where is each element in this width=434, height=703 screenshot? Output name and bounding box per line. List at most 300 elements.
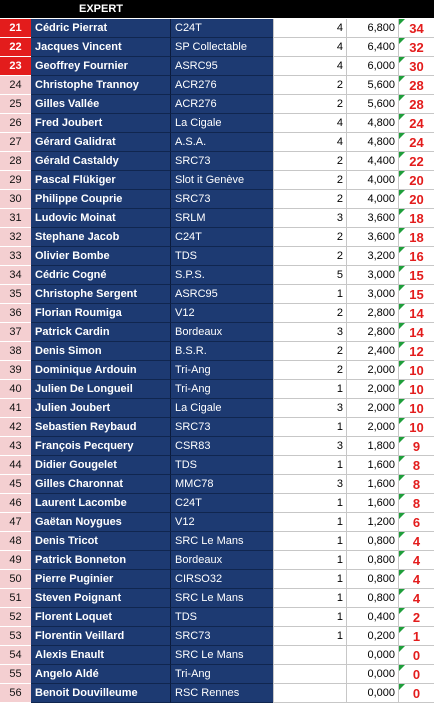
score-cell[interactable]: 2,400: [346, 342, 398, 361]
points-cell[interactable]: [398, 266, 434, 285]
points-cell[interactable]: [398, 133, 434, 152]
races-cell[interactable]: [273, 665, 346, 684]
club-cell[interactable]: SRC Le Mans: [171, 589, 273, 608]
score-cell[interactable]: 4,800: [346, 133, 398, 152]
rank-cell[interactable]: 52: [0, 608, 31, 627]
score-cell[interactable]: 2,000: [346, 380, 398, 399]
club-cell[interactable]: V12: [171, 304, 273, 323]
club-cell[interactable]: ASRC95: [171, 285, 273, 304]
score-cell[interactable]: 3,200: [346, 247, 398, 266]
comment-flag-icon: [399, 684, 405, 690]
score-cell[interactable]: 0,800: [346, 570, 398, 589]
club-cell[interactable]: SRC73: [171, 418, 273, 437]
club-cell[interactable]: B.S.R.: [171, 342, 273, 361]
club-cell[interactable]: Slot it Genève: [171, 171, 273, 190]
driver-name-cell[interactable]: Angelo Aldé: [31, 665, 171, 684]
comment-flag-icon: [399, 570, 405, 576]
score-cell[interactable]: 0,200: [346, 627, 398, 646]
driver-name-cell[interactable]: François Pecquery: [31, 437, 171, 456]
comment-flag-icon: [399, 209, 405, 215]
points-value: 10: [409, 420, 424, 435]
driver-name-cell[interactable]: Denis Tricot: [31, 532, 171, 551]
points-cell[interactable]: [398, 152, 434, 171]
races-cell[interactable]: 2: [273, 190, 346, 209]
table-row: [0, 171, 434, 190]
table-row: [0, 437, 434, 456]
club-cell[interactable]: ASRC95: [171, 57, 273, 76]
comment-flag-icon: [399, 171, 405, 177]
rank-cell[interactable]: 44: [0, 456, 31, 475]
driver-name-cell[interactable]: Cédric Pierrat: [31, 19, 171, 38]
rank-cell[interactable]: 56: [0, 684, 31, 703]
points-cell[interactable]: [398, 95, 434, 114]
points-value: 20: [409, 173, 424, 188]
club-cell[interactable]: SRC73: [171, 190, 273, 209]
races-cell[interactable]: 2: [273, 76, 346, 95]
driver-name-cell[interactable]: Laurent Lacombe: [31, 494, 171, 513]
score-cell[interactable]: 2,000: [346, 361, 398, 380]
score-cell[interactable]: 0,800: [346, 589, 398, 608]
club-cell[interactable]: CSR83: [171, 437, 273, 456]
points-cell[interactable]: [398, 551, 434, 570]
score-cell[interactable]: 2,800: [346, 304, 398, 323]
driver-name-cell[interactable]: Pascal Flükiger: [31, 171, 171, 190]
rank-cell[interactable]: 38: [0, 342, 31, 361]
club-cell[interactable]: SRC73: [171, 152, 273, 171]
rank-cell[interactable]: 26: [0, 114, 31, 133]
rank-cell[interactable]: 47: [0, 513, 31, 532]
score-cell[interactable]: 1,200: [346, 513, 398, 532]
table-row: [0, 323, 434, 342]
driver-name-cell[interactable]: Olivier Bombe: [31, 247, 171, 266]
driver-name-cell[interactable]: Gérard Galidrat: [31, 133, 171, 152]
club-cell[interactable]: RSC Rennes: [171, 684, 273, 703]
driver-name-cell[interactable]: Fred Joubert: [31, 114, 171, 133]
score-cell[interactable]: 6,400: [346, 38, 398, 57]
races-cell[interactable]: [273, 646, 346, 665]
points-cell[interactable]: [398, 418, 434, 437]
rank-cell[interactable]: 35: [0, 285, 31, 304]
table-row: [0, 627, 434, 646]
races-cell[interactable]: 4: [273, 57, 346, 76]
score-cell[interactable]: 4,800: [346, 114, 398, 133]
comment-flag-icon: [399, 532, 405, 538]
driver-name-cell[interactable]: Florian Roumiga: [31, 304, 171, 323]
table-row: [0, 589, 434, 608]
points-value: 20: [409, 192, 424, 207]
driver-name-cell[interactable]: Cédric Cogné: [31, 266, 171, 285]
driver-name-cell[interactable]: Florent Loquet: [31, 608, 171, 627]
points-cell[interactable]: [398, 342, 434, 361]
score-cell[interactable]: 2,800: [346, 323, 398, 342]
points-value: 0: [412, 667, 421, 682]
points-cell[interactable]: [398, 19, 434, 38]
score-cell[interactable]: 1,600: [346, 475, 398, 494]
points-value: 15: [409, 287, 424, 302]
table-row: [0, 608, 434, 627]
rank-cell[interactable]: 55: [0, 665, 31, 684]
points-cell[interactable]: [398, 437, 434, 456]
races-cell[interactable]: 2: [273, 361, 346, 380]
points-value: 4: [412, 534, 421, 549]
rank-cell[interactable]: 24: [0, 76, 31, 95]
points-value: 10: [409, 401, 424, 416]
comment-flag-icon: [399, 627, 405, 633]
points-value: 18: [409, 211, 424, 226]
score-cell[interactable]: 3,600: [346, 228, 398, 247]
points-value: 34: [409, 21, 424, 36]
driver-name-cell[interactable]: Pierre Puginier: [31, 570, 171, 589]
comment-flag-icon: [399, 551, 405, 557]
points-value: 32: [409, 40, 424, 55]
points-value: 9: [412, 439, 421, 454]
comment-flag-icon: [399, 437, 405, 443]
rank-cell[interactable]: 23: [0, 57, 31, 76]
club-cell[interactable]: SP Collectable: [171, 38, 273, 57]
points-cell[interactable]: [398, 114, 434, 133]
races-cell[interactable]: 4: [273, 19, 346, 38]
points-value: 12: [409, 344, 424, 359]
club-cell[interactable]: CIRSO32: [171, 570, 273, 589]
table-row: [0, 38, 434, 57]
points-value: 4: [412, 572, 421, 587]
rank-cell[interactable]: 22: [0, 38, 31, 57]
header-rank-cell: [0, 0, 31, 18]
club-cell[interactable]: TDS: [171, 247, 273, 266]
points-cell[interactable]: [398, 380, 434, 399]
rank-cell[interactable]: 27: [0, 133, 31, 152]
comment-flag-icon: [399, 608, 405, 614]
driver-name-cell[interactable]: Geoffrey Fournier: [31, 57, 171, 76]
score-cell[interactable]: 0,000: [346, 684, 398, 703]
races-cell[interactable]: 3: [273, 399, 346, 418]
races-cell[interactable]: 2: [273, 95, 346, 114]
points-cell[interactable]: [398, 608, 434, 627]
table-row: [0, 285, 434, 304]
races-cell[interactable]: 4: [273, 38, 346, 57]
comment-flag-icon: [399, 361, 405, 367]
driver-name-cell[interactable]: Christophe Sergent: [31, 285, 171, 304]
points-value: 0: [412, 648, 421, 663]
points-cell[interactable]: [398, 475, 434, 494]
points-value: 8: [412, 477, 421, 492]
rank-cell[interactable]: 28: [0, 152, 31, 171]
score-cell[interactable]: 2,000: [346, 399, 398, 418]
comment-flag-icon: [399, 456, 405, 462]
driver-name-cell[interactable]: Philippe Couprie: [31, 190, 171, 209]
races-cell[interactable]: 3: [273, 323, 346, 342]
driver-name-cell[interactable]: Denis Simon: [31, 342, 171, 361]
rank-cell[interactable]: 51: [0, 589, 31, 608]
races-cell[interactable]: 4: [273, 114, 346, 133]
table-row: [0, 494, 434, 513]
rank-cell[interactable]: 21: [0, 19, 31, 38]
points-cell[interactable]: [398, 646, 434, 665]
table-row: [0, 190, 434, 209]
club-cell[interactable]: MMC78: [171, 475, 273, 494]
table-row: [0, 152, 434, 171]
comment-flag-icon: [399, 76, 405, 82]
club-cell[interactable]: C24T: [171, 228, 273, 247]
club-cell[interactable]: SRC73: [171, 627, 273, 646]
points-cell[interactable]: [398, 456, 434, 475]
score-cell[interactable]: 3,600: [346, 209, 398, 228]
races-cell[interactable]: 1: [273, 456, 346, 475]
driver-name-cell[interactable]: Jacques Vincent: [31, 38, 171, 57]
points-cell[interactable]: [398, 361, 434, 380]
points-cell[interactable]: [398, 532, 434, 551]
comment-flag-icon: [399, 665, 405, 671]
races-cell[interactable]: 1: [273, 608, 346, 627]
table-header: [0, 0, 434, 18]
points-value: 1: [412, 629, 421, 644]
table-row: [0, 57, 434, 76]
points-value: 18: [409, 230, 424, 245]
score-cell[interactable]: 1,800: [346, 437, 398, 456]
races-cell[interactable]: 2: [273, 171, 346, 190]
club-cell[interactable]: TDS: [171, 456, 273, 475]
comment-flag-icon: [399, 57, 405, 63]
driver-name-cell[interactable]: Ludovic Moinat: [31, 209, 171, 228]
comment-flag-icon: [399, 133, 405, 139]
comment-flag-icon: [399, 475, 405, 481]
driver-name-cell[interactable]: Benoit Douvilleume: [31, 684, 171, 703]
table-row: [0, 418, 434, 437]
comment-flag-icon: [399, 399, 405, 405]
driver-name-cell[interactable]: Dominique Ardouin: [31, 361, 171, 380]
score-cell[interactable]: 0,000: [346, 646, 398, 665]
club-cell[interactable]: La Cigale: [171, 114, 273, 133]
points-cell[interactable]: [398, 38, 434, 57]
points-value: 22: [409, 154, 424, 169]
club-cell[interactable]: ACR276: [171, 76, 273, 95]
club-cell[interactable]: Bordeaux: [171, 323, 273, 342]
table-row: [0, 570, 434, 589]
points-value: 14: [409, 306, 424, 321]
points-value: 16: [409, 249, 424, 264]
races-cell[interactable]: 2: [273, 304, 346, 323]
races-cell[interactable]: 1: [273, 494, 346, 513]
table-row: [0, 19, 434, 38]
points-cell[interactable]: [398, 665, 434, 684]
comment-flag-icon: [399, 114, 405, 120]
comment-flag-icon: [399, 494, 405, 500]
driver-name-cell[interactable]: Steven Poignant: [31, 589, 171, 608]
score-cell[interactable]: 3,000: [346, 285, 398, 304]
races-cell[interactable]: 5: [273, 266, 346, 285]
score-cell[interactable]: 0,800: [346, 532, 398, 551]
points-cell[interactable]: [398, 513, 434, 532]
races-cell[interactable]: 2: [273, 152, 346, 171]
score-cell[interactable]: 4,000: [346, 190, 398, 209]
races-cell[interactable]: 1: [273, 380, 346, 399]
club-cell[interactable]: A.S.A.: [171, 133, 273, 152]
rank-cell[interactable]: 33: [0, 247, 31, 266]
races-cell[interactable]: 2: [273, 342, 346, 361]
score-cell[interactable]: 6,000: [346, 57, 398, 76]
comment-flag-icon: [399, 190, 405, 196]
score-cell[interactable]: 5,600: [346, 95, 398, 114]
comment-flag-icon: [399, 228, 405, 234]
score-cell[interactable]: 1,600: [346, 456, 398, 475]
rank-cell[interactable]: 53: [0, 627, 31, 646]
table-row: [0, 399, 434, 418]
points-cell[interactable]: [398, 209, 434, 228]
points-cell[interactable]: [398, 323, 434, 342]
driver-name-cell[interactable]: Alexis Enault: [31, 646, 171, 665]
points-value: 28: [409, 97, 424, 112]
rank-cell[interactable]: 49: [0, 551, 31, 570]
driver-name-cell[interactable]: Gérald Castaldy: [31, 152, 171, 171]
score-cell[interactable]: 1,600: [346, 494, 398, 513]
races-cell[interactable]: 2: [273, 247, 346, 266]
rank-cell[interactable]: 48: [0, 532, 31, 551]
points-value: 4: [412, 591, 421, 606]
score-cell[interactable]: 2,000: [346, 418, 398, 437]
races-cell[interactable]: 3: [273, 475, 346, 494]
points-cell[interactable]: [398, 304, 434, 323]
races-cell[interactable]: 3: [273, 209, 346, 228]
points-value: 24: [409, 116, 424, 131]
comment-flag-icon: [399, 589, 405, 595]
table-row: [0, 551, 434, 570]
rank-cell[interactable]: 30: [0, 190, 31, 209]
club-cell[interactable]: C24T: [171, 19, 273, 38]
points-cell[interactable]: [398, 285, 434, 304]
driver-name-cell[interactable]: Stephane Jacob: [31, 228, 171, 247]
driver-name-cell[interactable]: Patrick Bonneton: [31, 551, 171, 570]
score-cell[interactable]: 0,800: [346, 551, 398, 570]
points-cell[interactable]: [398, 171, 434, 190]
rank-cell[interactable]: 34: [0, 266, 31, 285]
races-cell[interactable]: 1: [273, 627, 346, 646]
rank-cell[interactable]: 45: [0, 475, 31, 494]
score-cell[interactable]: 5,600: [346, 76, 398, 95]
comment-flag-icon: [399, 513, 405, 519]
points-value: 4: [412, 553, 421, 568]
club-cell[interactable]: Tri-Ang: [171, 361, 273, 380]
rank-cell[interactable]: 36: [0, 304, 31, 323]
club-cell[interactable]: SRC Le Mans: [171, 532, 273, 551]
comment-flag-icon: [399, 95, 405, 101]
rank-cell[interactable]: 54: [0, 646, 31, 665]
rank-cell[interactable]: 25: [0, 95, 31, 114]
table-row: [0, 532, 434, 551]
points-cell[interactable]: [398, 589, 434, 608]
points-cell[interactable]: [398, 494, 434, 513]
club-cell[interactable]: SRC Le Mans: [171, 646, 273, 665]
club-cell[interactable]: Tri-Ang: [171, 380, 273, 399]
club-cell[interactable]: Bordeaux: [171, 551, 273, 570]
driver-name-cell[interactable]: Julien Joubert: [31, 399, 171, 418]
rank-cell[interactable]: 43: [0, 437, 31, 456]
races-cell[interactable]: 1: [273, 589, 346, 608]
rank-cell[interactable]: 42: [0, 418, 31, 437]
club-cell[interactable]: S.P.S.: [171, 266, 273, 285]
score-cell[interactable]: 3,000: [346, 266, 398, 285]
score-cell[interactable]: 4,000: [346, 171, 398, 190]
points-cell[interactable]: [398, 247, 434, 266]
comment-flag-icon: [399, 304, 405, 310]
races-cell[interactable]: 1: [273, 570, 346, 589]
table-row: [0, 646, 434, 665]
table-row: [0, 209, 434, 228]
table-row: [0, 114, 434, 133]
rank-cell[interactable]: 32: [0, 228, 31, 247]
points-cell[interactable]: [398, 570, 434, 589]
table-row: [0, 475, 434, 494]
points-cell[interactable]: [398, 228, 434, 247]
points-cell[interactable]: [398, 57, 434, 76]
rank-cell[interactable]: 41: [0, 399, 31, 418]
club-cell[interactable]: La Cigale: [171, 399, 273, 418]
races-cell[interactable]: 1: [273, 532, 346, 551]
comment-flag-icon: [399, 285, 405, 291]
table-row: [0, 266, 434, 285]
points-cell[interactable]: [398, 399, 434, 418]
races-cell[interactable]: 1: [273, 551, 346, 570]
races-cell[interactable]: 2: [273, 228, 346, 247]
rank-cell[interactable]: 39: [0, 361, 31, 380]
rank-cell[interactable]: 40: [0, 380, 31, 399]
table-row: [0, 304, 434, 323]
rank-cell[interactable]: 46: [0, 494, 31, 513]
points-value: 24: [409, 135, 424, 150]
driver-name-cell[interactable]: Gilles Charonnat: [31, 475, 171, 494]
score-cell[interactable]: 0,400: [346, 608, 398, 627]
points-cell[interactable]: [398, 76, 434, 95]
score-cell[interactable]: 6,800: [346, 19, 398, 38]
points-value: 2: [412, 610, 421, 625]
score-cell[interactable]: 0,000: [346, 665, 398, 684]
rank-cell[interactable]: 31: [0, 209, 31, 228]
rank-cell[interactable]: 29: [0, 171, 31, 190]
rank-cell[interactable]: 50: [0, 570, 31, 589]
comment-flag-icon: [399, 152, 405, 158]
club-cell[interactable]: TDS: [171, 608, 273, 627]
club-cell[interactable]: V12: [171, 513, 273, 532]
races-cell[interactable]: 1: [273, 285, 346, 304]
points-cell[interactable]: [398, 627, 434, 646]
driver-name-cell[interactable]: Christophe Trannoy: [31, 76, 171, 95]
club-cell[interactable]: SRLM: [171, 209, 273, 228]
driver-name-cell[interactable]: Julien De Longueil: [31, 380, 171, 399]
driver-name-cell[interactable]: Gaëtan Noygues: [31, 513, 171, 532]
points-value: 30: [409, 59, 424, 74]
score-cell[interactable]: 4,400: [346, 152, 398, 171]
driver-name-cell[interactable]: Sebastien Reybaud: [31, 418, 171, 437]
points-value: 8: [412, 458, 421, 473]
races-cell[interactable]: 1: [273, 513, 346, 532]
driver-name-cell[interactable]: Gilles Vallée: [31, 95, 171, 114]
club-cell[interactable]: C24T: [171, 494, 273, 513]
table-row: [0, 342, 434, 361]
comment-flag-icon: [399, 646, 405, 652]
category-title: EXPERT: [78, 3, 123, 15]
club-cell[interactable]: Tri-Ang: [171, 665, 273, 684]
driver-name-cell[interactable]: Patrick Cardin: [31, 323, 171, 342]
driver-name-cell[interactable]: Florentin Veillard: [31, 627, 171, 646]
points-cell[interactable]: [398, 190, 434, 209]
races-cell[interactable]: 4: [273, 133, 346, 152]
driver-name-cell[interactable]: Didier Gougelet: [31, 456, 171, 475]
table-row: [0, 665, 434, 684]
table-row: [0, 361, 434, 380]
races-cell[interactable]: 1: [273, 418, 346, 437]
races-cell[interactable]: 3: [273, 437, 346, 456]
club-cell[interactable]: ACR276: [171, 95, 273, 114]
rank-cell[interactable]: 37: [0, 323, 31, 342]
